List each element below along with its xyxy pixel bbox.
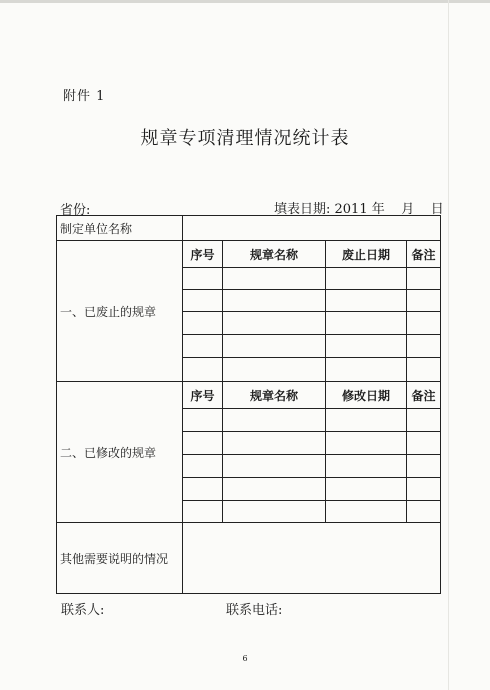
amended-header-row bbox=[57, 382, 441, 409]
table-cell[interactable] bbox=[407, 335, 441, 358]
table-cell[interactable] bbox=[223, 501, 326, 523]
contact-phone-label: 联系电话: bbox=[226, 603, 283, 618]
table-cell[interactable] bbox=[407, 455, 441, 478]
other-notes-label: 其他需要说明的情况 bbox=[57, 523, 183, 594]
table-cell[interactable] bbox=[223, 335, 326, 358]
table-cell[interactable] bbox=[326, 358, 407, 382]
repealed-header-row bbox=[57, 241, 441, 268]
table-cell[interactable] bbox=[407, 409, 441, 432]
table-cell[interactable] bbox=[183, 358, 223, 382]
table-cell[interactable] bbox=[407, 312, 441, 335]
repealed-col-remark: 备注 bbox=[407, 241, 441, 268]
table-cell[interactable] bbox=[183, 290, 223, 312]
amended-col-no: 序号 bbox=[183, 382, 223, 409]
amended-col-remark: 备注 bbox=[407, 382, 441, 409]
table-cell[interactable] bbox=[223, 358, 326, 382]
other-row bbox=[57, 523, 441, 594]
scan-top-edge bbox=[0, 0, 490, 3]
table-cell[interactable] bbox=[326, 335, 407, 358]
unit-row bbox=[57, 216, 441, 241]
table-cell[interactable] bbox=[183, 455, 223, 478]
unit-value-cell[interactable] bbox=[183, 216, 441, 241]
table-cell[interactable] bbox=[183, 409, 223, 432]
table-cell[interactable] bbox=[223, 268, 326, 290]
contact-person-label: 联系人: bbox=[61, 603, 105, 618]
table-cell[interactable] bbox=[223, 312, 326, 335]
table-cell[interactable] bbox=[183, 335, 223, 358]
table-cell[interactable] bbox=[326, 268, 407, 290]
page-number: 6 bbox=[242, 654, 248, 663]
table-cell[interactable] bbox=[223, 409, 326, 432]
table-cell[interactable] bbox=[407, 478, 441, 501]
table-cell[interactable] bbox=[326, 312, 407, 335]
table-cell[interactable] bbox=[183, 268, 223, 290]
table-cell[interactable] bbox=[326, 501, 407, 523]
table-cell[interactable] bbox=[326, 409, 407, 432]
amended-section-label: 二、已修改的规章 bbox=[57, 382, 183, 523]
table-cell[interactable] bbox=[407, 501, 441, 523]
table-cell[interactable] bbox=[223, 290, 326, 312]
unit-label: 制定单位名称 bbox=[57, 216, 183, 241]
repealed-col-date: 废止日期 bbox=[326, 241, 407, 268]
table-cell[interactable] bbox=[183, 312, 223, 335]
table-cell[interactable] bbox=[407, 290, 441, 312]
table-cell[interactable] bbox=[223, 478, 326, 501]
table-cell[interactable] bbox=[326, 478, 407, 501]
fill-date-label: 填表日期: 2011 年 月 日 bbox=[274, 202, 444, 217]
table-cell[interactable] bbox=[407, 268, 441, 290]
table-cell[interactable] bbox=[183, 432, 223, 455]
table-cell[interactable] bbox=[223, 455, 326, 478]
table-cell[interactable] bbox=[183, 501, 223, 523]
repealed-section-label: 一、已废止的规章 bbox=[57, 241, 183, 382]
table-cell[interactable] bbox=[326, 432, 407, 455]
statistics-table bbox=[56, 215, 441, 594]
table-cell[interactable] bbox=[326, 290, 407, 312]
table-cell[interactable] bbox=[407, 358, 441, 382]
table-cell[interactable] bbox=[223, 432, 326, 455]
amended-col-date: 修改日期 bbox=[326, 382, 407, 409]
province-label: 省份: bbox=[60, 203, 91, 218]
attachment-label: 附件 1 bbox=[63, 89, 106, 104]
amended-col-name: 规章名称 bbox=[223, 382, 326, 409]
table-cell[interactable] bbox=[183, 478, 223, 501]
form-title: 规章专项清理情况统计表 bbox=[140, 128, 350, 149]
table-cell[interactable] bbox=[407, 432, 441, 455]
repealed-col-no: 序号 bbox=[183, 241, 223, 268]
repealed-col-name: 规章名称 bbox=[223, 241, 326, 268]
table-cell[interactable] bbox=[326, 455, 407, 478]
other-notes-cell[interactable] bbox=[183, 523, 441, 594]
scan-artifact-line bbox=[448, 0, 449, 690]
